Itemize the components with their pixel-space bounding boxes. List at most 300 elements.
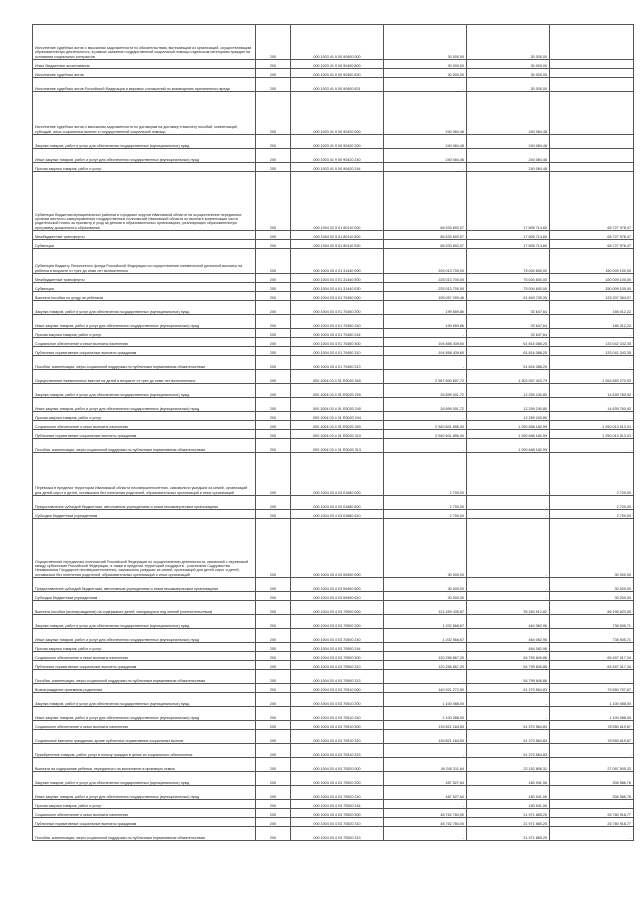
- unexecuted-amount-cell: [550, 69, 634, 78]
- expense-name-cell: Публичные нормативные социальные выплаты гражданам: [33, 430, 256, 439]
- approved-amount-cell: 1 100 088,00: [384, 707, 467, 721]
- line-code-cell: 200: [256, 384, 291, 398]
- approved-amount-cell: -: [384, 800, 467, 809]
- approved-amount-cell: 240 084,48: [384, 135, 467, 149]
- approved-amount-cell: 240 084,48: [384, 92, 467, 135]
- table-row: [33, 338, 634, 347]
- line-code-cell: 200: [256, 730, 291, 744]
- table-row: [33, 744, 634, 758]
- table-row: [33, 274, 634, 283]
- line-code-cell: 200: [256, 301, 291, 315]
- classification-code-cell: 000 1004 03 4 03 70510 000: [291, 684, 384, 693]
- table-row: [33, 430, 634, 439]
- executed-amount-cell: 12 259 240,80: [467, 384, 550, 398]
- expense-name-cell: Приобретение товаров, работ, услуг в пользу граждан в целях их социального обеспечения: [33, 744, 256, 758]
- executed-amount-cell: 61 270 564,83: [467, 684, 550, 693]
- expense-name-cell: Межбюджетные трансферты: [33, 274, 256, 283]
- expense-name-cell: Субвенции: [33, 283, 256, 292]
- classification-code-cell: 000 1004 02 5 01 80110 530: [291, 240, 384, 249]
- unexecuted-amount-cell: 166 012,22: [550, 315, 634, 329]
- executed-amount-cell: 35 263 912,82: [467, 601, 550, 615]
- executed-amount-cell: 180 941,06: [467, 800, 550, 809]
- expense-name-cell: Публичные нормативные социальные выплаты гражданам: [33, 347, 256, 356]
- classification-code-cell: 000 1004 03 4 03 70500 310: [291, 661, 384, 670]
- classification-code-cell: 000 1004 03 4 03 70500 000: [291, 601, 384, 615]
- expense-name-cell: Пособия, компенсации, меры социальной поддержки по публичным нормативным обязательствам: [33, 439, 256, 453]
- table-row: [33, 592, 634, 601]
- executed-amount-cell: 61 816 088,25: [467, 338, 550, 347]
- line-code-cell: 200: [256, 643, 291, 652]
- unexecuted-amount-cell: -: [550, 439, 634, 453]
- approved-amount-cell: 2 700,00: [384, 453, 467, 496]
- classification-code-cell: 000 1004 03 4 03 70520 000: [291, 758, 384, 772]
- unexecuted-amount-cell: -: [550, 670, 634, 684]
- executed-amount-cell: 1 290 688 182,99: [467, 430, 550, 439]
- executed-amount-cell: 180 941,06: [467, 772, 550, 786]
- approved-amount-cell: 2 540 601 896,00: [384, 430, 467, 439]
- unexecuted-amount-cell: 65 457 017,34: [550, 652, 634, 661]
- executed-amount-cell: 464 062,96: [467, 629, 550, 643]
- expense-name-cell: Субвенции: [33, 240, 256, 249]
- unexecuted-amount-cell: -: [550, 412, 634, 421]
- executed-amount-cell: 12 259 240,80: [467, 412, 550, 421]
- table-row: [33, 231, 634, 240]
- line-code-cell: 200: [256, 652, 291, 661]
- executed-amount-cell: 61 270 564,83: [467, 744, 550, 758]
- unexecuted-amount-cell: 150 009 100,00: [550, 274, 634, 283]
- unexecuted-amount-cell: 1 100 088,00: [550, 707, 634, 721]
- line-code-cell: 200: [256, 592, 291, 601]
- table-row: [33, 283, 634, 292]
- table-row: [33, 356, 634, 370]
- classification-code-cell: 000 1004 03 4 01 70450 310: [291, 347, 384, 356]
- expense-name-cell: Закупка товаров, работ и услуг для обеспечения государственных (муниципальных) нужд: [33, 693, 256, 707]
- line-code-cell: 200: [256, 69, 291, 78]
- table-row: [33, 315, 634, 329]
- expense-name-cell: Иные закупки товаров, работ и услуг для обеспечения государственных (муниципальных) нужд: [33, 315, 256, 329]
- table-row: [33, 421, 634, 430]
- classification-code-cell: 000 1003 41 9 00 90400 830: [291, 69, 384, 78]
- expense-name-cell: Осуществление переданных полномочий Российской Федерации по осуществлению деятельности, связанной с перевозкой между субъектами Российской Федерации, а также в пределах территорий государств - участников Содружества Независимых Государств несовершеннолетних, самовольно ушедших из семей, организаций для детей-сирот и детей, оставшихся без попечения родителей, образовательных организаций и иных организаций: [33, 519, 256, 578]
- classification-code-cell: 000 1004 03 4 01 31440 500: [291, 274, 384, 283]
- expense-name-cell: Прочая закупка товаров, работ и услуг: [33, 412, 256, 421]
- classification-code-cell: 000 1003 41 9 00 90420 000: [291, 92, 384, 135]
- unexecuted-amount-cell: 65 457 017,34: [550, 661, 634, 670]
- classification-code-cell: 000 1004 03 4 01 70450 240: [291, 315, 384, 329]
- unexecuted-amount-cell: 26 780 918,77: [550, 809, 634, 818]
- executed-amount-cell: 30 000,00: [467, 25, 550, 60]
- expense-name-cell: Вознаграждение приемным родителям: [33, 684, 256, 693]
- unexecuted-amount-cell: 26 780 918,77: [550, 818, 634, 827]
- unexecuted-amount-cell: 166 012,22: [550, 301, 634, 315]
- classification-code-cell: 000 1004 03 4 03 70520 200: [291, 772, 384, 786]
- classification-code-cell: 000 1004 03 4 03 70520 244: [291, 800, 384, 809]
- table-row: [33, 615, 634, 629]
- approved-amount-cell: 194 858 439,60: [384, 347, 467, 356]
- classification-code-cell: 000 1004 03 4 03 70520 310: [291, 818, 384, 827]
- classification-code-cell: 000 1004 02 5 01 80110 000: [291, 172, 384, 231]
- table-row: [33, 370, 634, 384]
- approved-amount-cell: 194 858 439,60: [384, 338, 467, 347]
- classification-code-cell: 000 1004 03 4 03 70510 300: [291, 721, 384, 730]
- approved-amount-cell: 139 821 184,50: [384, 721, 467, 730]
- classification-code-cell: 000 1004 03 4 03 70500 244: [291, 643, 384, 652]
- expense-name-cell: Пособия, компенсации, меры социальной поддержки по публичным нормативным обязательствам: [33, 670, 256, 684]
- unexecuted-amount-cell: 1 264 653 273,93: [550, 370, 634, 384]
- expense-name-cell: Социальное обеспечение и иные выплаты населению: [33, 421, 256, 430]
- executed-amount-cell: 21 971 865,25: [467, 818, 550, 827]
- expense-name-cell: Исполнение судебных актов о взыскании задолженности по договорам на доставку и выплату пособий, компенсаций, субсидий, иных социальных выплат к государственной социальной помощи: [33, 92, 256, 135]
- approved-amount-cell: 26 899 001,72: [384, 384, 467, 398]
- line-code-cell: 200: [256, 693, 291, 707]
- table-row: [33, 670, 634, 684]
- line-code-cell: 200: [256, 356, 291, 370]
- approved-amount-cell: 1 100 088,00: [384, 693, 467, 707]
- approved-amount-cell: -: [384, 78, 467, 92]
- unexecuted-amount-cell: 27 087 505,33: [550, 758, 634, 772]
- classification-code-cell: 000 1004 03 4 01 R3020 310: [291, 430, 384, 439]
- table-row: [33, 693, 634, 707]
- expense-name-cell: Прочая закупка товаров, работ и услуг: [33, 643, 256, 652]
- approved-amount-cell: 2 700,00: [384, 510, 467, 519]
- approved-amount-cell: 86 533 693,07: [384, 231, 467, 240]
- table-row: [33, 578, 634, 592]
- classification-code-cell: 000 1004 03 4 01 R3020 244: [291, 412, 384, 421]
- table-row: [33, 25, 634, 60]
- unexecuted-amount-cell: 78 550 619,67: [550, 721, 634, 730]
- executed-amount-cell: 61 849 735,39: [467, 292, 550, 301]
- line-code-cell: 200: [256, 439, 291, 453]
- unexecuted-amount-cell: [550, 135, 634, 149]
- executed-amount-cell: 30 000,00: [467, 78, 550, 92]
- budget-execution-table: [32, 24, 634, 841]
- line-code-cell: 200: [256, 430, 291, 439]
- approved-amount-cell: 199 659,86: [384, 301, 467, 315]
- approved-amount-cell: 240 084,48: [384, 149, 467, 163]
- executed-amount-cell: -: [467, 496, 550, 510]
- classification-code-cell: 000 1004 03 4 03 59400 600: [291, 578, 384, 592]
- classification-code-cell: 000 1004 03 4 03 70520 240: [291, 786, 384, 800]
- expense-name-cell: Иные закупки товаров, работ и услуг для обеспечения государственных (муниципальных) нужд: [33, 786, 256, 800]
- line-code-cell: 200: [256, 172, 291, 231]
- unexecuted-amount-cell: [550, 60, 634, 69]
- expense-name-cell: Исполнение судебных актов Российской Федерации и мировых соглашений по возмещению причиненного вреда: [33, 78, 256, 92]
- line-code-cell: 200: [256, 578, 291, 592]
- table-row: [33, 92, 634, 135]
- approved-amount-cell: 49 240 311,64: [384, 758, 467, 772]
- executed-amount-cell: 33 647,64: [467, 329, 550, 338]
- table-row: [33, 292, 634, 301]
- line-code-cell: 200: [256, 496, 291, 510]
- line-code-cell: 200: [256, 370, 291, 384]
- approved-amount-cell: 48 752 784,00: [384, 809, 467, 818]
- executed-amount-cell: 61 816 088,25: [467, 347, 550, 356]
- executed-amount-cell: 240 084,48: [467, 92, 550, 135]
- classification-code-cell: 000 1004 03 4 01 R3020 000: [291, 370, 384, 384]
- expense-name-cell: Исполнение судебных актов: [33, 69, 256, 78]
- line-code-cell: 200: [256, 240, 291, 249]
- approved-amount-cell: 121 459 435,87: [384, 601, 467, 615]
- line-code-cell: 200: [256, 772, 291, 786]
- expense-name-cell: Закупка товаров, работ и услуг для обеспечения государственных (муниципальных) нужд: [33, 772, 256, 786]
- table-row: [33, 519, 634, 578]
- approved-amount-cell: -: [384, 670, 467, 684]
- classification-code-cell: 000 1004 03 4 01 70450 000: [291, 292, 384, 301]
- classification-code-cell: 000 1004 03 4 03 70500 200: [291, 615, 384, 629]
- table-row: [33, 721, 634, 730]
- executed-amount-cell: -: [467, 707, 550, 721]
- expense-name-cell: Выплата пособия по уходу за ребенком: [33, 292, 256, 301]
- unexecuted-amount-cell: 738 505,71: [550, 615, 634, 629]
- unexecuted-amount-cell: 2 700,00: [550, 496, 634, 510]
- unexecuted-amount-cell: 150 009 100,00: [550, 249, 634, 274]
- classification-code-cell: 000 1004 03 4 03 70510 240: [291, 707, 384, 721]
- line-code-cell: 200: [256, 510, 291, 519]
- line-code-cell: 200: [256, 818, 291, 827]
- unexecuted-amount-cell: -: [550, 356, 634, 370]
- approved-amount-cell: -: [384, 329, 467, 338]
- table-row: [33, 652, 634, 661]
- line-code-cell: 200: [256, 274, 291, 283]
- table-row: [33, 453, 634, 496]
- expense-name-cell: Субсидии бюджетным учреждениям: [33, 592, 256, 601]
- approved-amount-cell: 30 000,00: [384, 60, 467, 69]
- table-row: [33, 60, 634, 69]
- unexecuted-amount-cell: 14 639 760,92: [550, 398, 634, 412]
- line-code-cell: 200: [256, 249, 291, 274]
- approved-amount-cell: 120 256 867,20: [384, 652, 467, 661]
- approved-amount-cell: 2 700,00: [384, 496, 467, 510]
- line-code-cell: 200: [256, 786, 291, 800]
- expense-name-cell: Иные закупки товаров, работ и услуг для обеспечения государственных (муниципальных) нужд: [33, 629, 256, 643]
- expense-name-cell: Социальное обеспечение и иные выплаты населению: [33, 338, 256, 347]
- expense-name-cell: Закупка товаров, работ и услуг для обеспечения государственных (муниципальных) нужд: [33, 615, 256, 629]
- executed-amount-cell: 21 971 865,25: [467, 809, 550, 818]
- unexecuted-amount-cell: 86 195 523,05: [550, 601, 634, 615]
- classification-code-cell: 000 1004 03 4 01 R3020 200: [291, 384, 384, 398]
- expense-name-cell: Социальное обеспечение и иные выплаты населению: [33, 721, 256, 730]
- table-row: [33, 800, 634, 809]
- classification-code-cell: 000 1004 03 4 03 70500 300: [291, 652, 384, 661]
- approved-amount-cell: 199 659,86: [384, 315, 467, 329]
- classification-code-cell: 000 1003 41 9 00 90400 831: [291, 78, 384, 92]
- classification-code-cell: 000 1004 03 4 01 31440 000: [291, 249, 384, 274]
- approved-amount-cell: 26 899 001,72: [384, 398, 467, 412]
- classification-code-cell: 000 1003 41 9 00 90400 000: [291, 25, 384, 60]
- line-code-cell: 200: [256, 615, 291, 629]
- table-row: [33, 384, 634, 398]
- table-row: [33, 809, 634, 818]
- classification-code-cell: 000 1004 03 4 01 70450 300: [291, 338, 384, 347]
- executed-amount-cell: 54 799 849,86: [467, 661, 550, 670]
- approved-amount-cell: 139 821 184,50: [384, 730, 467, 744]
- executed-amount-cell: 54 799 849,86: [467, 652, 550, 661]
- unexecuted-amount-cell: 2 700,00: [550, 510, 634, 519]
- approved-amount-cell: -: [384, 356, 467, 370]
- table-row: [33, 69, 634, 78]
- executed-amount-cell: 61 816 088,25: [467, 356, 550, 370]
- unexecuted-amount-cell: 68 727 978,47: [550, 172, 634, 231]
- line-code-cell: 200: [256, 149, 291, 163]
- classification-code-cell: 000 1004 03 4 03 70500 313: [291, 670, 384, 684]
- approved-amount-cell: 225 013 700,00: [384, 249, 467, 274]
- unexecuted-amount-cell: 68 727 978,47: [550, 231, 634, 240]
- approved-amount-cell: 30 000,00: [384, 578, 467, 592]
- expense-name-cell: Межбюджетные трансферты: [33, 231, 256, 240]
- unexecuted-amount-cell: [550, 78, 634, 92]
- line-code-cell: 200: [256, 398, 291, 412]
- line-code-cell: 200: [256, 338, 291, 347]
- unexecuted-amount-cell: [550, 149, 634, 163]
- line-code-cell: 200: [256, 347, 291, 356]
- classification-code-cell: 000 1004 03 4 03 01680 600: [291, 496, 384, 510]
- line-code-cell: 200: [256, 707, 291, 721]
- executed-amount-cell: 1 290 688 182,99: [467, 439, 550, 453]
- unexecuted-amount-cell: 2 700,00: [550, 453, 634, 496]
- classification-code-cell: 000 1004 03 4 03 70520 300: [291, 809, 384, 818]
- expense-name-cell: Предоставление субсидий бюджетным, автономным учреждениям и иным некоммерческим организациям: [33, 496, 256, 510]
- approved-amount-cell: 487 527,64: [384, 772, 467, 786]
- classification-code-cell: 000 1004 03 4 03 70510 320: [291, 730, 384, 744]
- classification-code-cell: 000 1004 02 5 01 80110 500: [291, 231, 384, 240]
- line-code-cell: 200: [256, 329, 291, 338]
- table-row: [33, 684, 634, 693]
- executed-amount-cell: -: [467, 592, 550, 601]
- approved-amount-cell: -: [384, 439, 467, 453]
- approved-amount-cell: 140 921 272,50: [384, 684, 467, 693]
- line-code-cell: 200: [256, 421, 291, 430]
- executed-amount-cell: 17 805 714,60: [467, 172, 550, 231]
- table-row: [33, 786, 634, 800]
- line-code-cell: 200: [256, 315, 291, 329]
- table-row: [33, 172, 634, 231]
- classification-code-cell: 000 1004 03 4 01 31440 530: [291, 283, 384, 292]
- approved-amount-cell: -: [384, 744, 467, 758]
- line-code-cell: 200: [256, 827, 291, 841]
- classification-code-cell: 000 1004 03 4 01 R3020 300: [291, 421, 384, 430]
- classification-code-cell: 000 1004 03 4 03 59400 000: [291, 519, 384, 578]
- unexecuted-amount-cell: -: [550, 827, 634, 841]
- classification-code-cell: 000 1004 03 4 01 70450 244: [291, 329, 384, 338]
- expense-name-cell: Субвенции бюджетам муниципальных районов и городских округов Ивановской области на осуществление переданных органам местного самоуправления государственных полномочий Ивановской области по выплате компенсации части родительской платы за присмотр и уход за детьми в образовательных организациях, реализующих образовательную программу дошкольного образования: [33, 172, 256, 231]
- line-code-cell: 200: [256, 800, 291, 809]
- approved-amount-cell: 487 527,64: [384, 786, 467, 800]
- executed-amount-cell: 33 647,64: [467, 301, 550, 315]
- table-row: [33, 149, 634, 163]
- table-row: [33, 818, 634, 827]
- approved-amount-cell: 30 000,00: [384, 25, 467, 60]
- executed-amount-cell: 17 805 714,60: [467, 231, 550, 240]
- classification-code-cell: 000 1004 03 4 01 70450 200: [291, 301, 384, 315]
- line-code-cell: 200: [256, 92, 291, 135]
- unexecuted-amount-cell: 150 009 100,00: [550, 283, 634, 292]
- expense-name-cell: Публичные нормативные социальные выплаты гражданам: [33, 818, 256, 827]
- executed-amount-cell: -: [467, 519, 550, 578]
- table-row: [33, 301, 634, 315]
- classification-code-cell: 000 1004 03 4 03 70510 323: [291, 744, 384, 758]
- expense-name-cell: Иные закупки товаров, работ и услуг для обеспечения государственных (муниципальных) нужд: [33, 398, 256, 412]
- table-row: [33, 135, 634, 149]
- executed-amount-cell: -: [467, 510, 550, 519]
- executed-amount-cell: 33 647,64: [467, 315, 550, 329]
- unexecuted-amount-cell: 1 100 088,00: [550, 693, 634, 707]
- approved-amount-cell: 30 000,00: [384, 69, 467, 78]
- classification-code-cell: 000 1004 03 4 01 R3020 240: [291, 398, 384, 412]
- unexecuted-amount-cell: 30 000,00: [550, 578, 634, 592]
- unexecuted-amount-cell: 306 586,78: [550, 772, 634, 786]
- table-row: [33, 730, 634, 744]
- approved-amount-cell: 1 202 568,67: [384, 629, 467, 643]
- expense-name-cell: Социальные выплаты гражданам, кроме публичных нормативных социальных выплат: [33, 730, 256, 744]
- expense-name-cell: Исполнение судебных актов о взыскании задолженности по обязательствам, вытекающим из организаций, осуществляющим образовательную деятельность, в рамках оказания государственной социальной помощи отдельным категориям граждан на основании социальных контрактов: [33, 25, 256, 60]
- expense-name-cell: Иные закупки товаров, работ и услуг для обеспечения государственных (муниципальных) нужд: [33, 149, 256, 163]
- expense-name-cell: Публичные нормативные социальные выплаты гражданам: [33, 661, 256, 670]
- executed-amount-cell: -: [467, 453, 550, 496]
- classification-code-cell: 000 1004 03 4 01 R3020 313: [291, 439, 384, 453]
- line-code-cell: 200: [256, 60, 291, 69]
- approved-amount-cell: 48 752 784,00: [384, 818, 467, 827]
- executed-amount-cell: 61 270 564,83: [467, 730, 550, 744]
- line-code-cell: 200: [256, 629, 291, 643]
- classification-code-cell: 000 1003 41 9 00 90420 240: [291, 149, 384, 163]
- approved-amount-cell: 30 000,00: [384, 592, 467, 601]
- table-row: [33, 163, 634, 172]
- classification-code-cell: 000 1003 41 9 00 90420 244: [291, 163, 384, 172]
- approved-amount-cell: 86 533 693,07: [384, 240, 467, 249]
- executed-amount-cell: 75 004 600,00: [467, 283, 550, 292]
- table-row: [33, 643, 634, 652]
- table-row: [33, 601, 634, 615]
- expense-name-cell: Иные закупки товаров, работ и услуг для обеспечения государственных (муниципальных) нужд: [33, 707, 256, 721]
- expense-name-cell: Социальное обеспечение и иные выплаты населению: [33, 809, 256, 818]
- executed-amount-cell: 240 084,48: [467, 135, 550, 149]
- executed-amount-cell: 464 062,96: [467, 643, 550, 652]
- executed-amount-cell: 30 000,00: [467, 69, 550, 78]
- executed-amount-cell: -: [467, 693, 550, 707]
- executed-amount-cell: 22 152 806,31: [467, 758, 550, 772]
- executed-amount-cell: 75 004 600,00: [467, 249, 550, 274]
- approved-amount-cell: 225 013 700,00: [384, 283, 467, 292]
- table-row: [33, 510, 634, 519]
- unexecuted-amount-cell: 133 207 364,07: [550, 292, 634, 301]
- unexecuted-amount-cell: -: [550, 329, 634, 338]
- executed-amount-cell: 75 004 600,00: [467, 274, 550, 283]
- expense-name-cell: Закупка товаров, работ и услуг для обеспечения государственных (муниципальных) нужд: [33, 301, 256, 315]
- executed-amount-cell: 180 941,06: [467, 786, 550, 800]
- unexecuted-amount-cell: -: [550, 744, 634, 758]
- expense-name-cell: Осуществление ежемесячных выплат на детей в возрасте от трех до семи лет включительно: [33, 370, 256, 384]
- approved-amount-cell: -: [384, 827, 467, 841]
- expense-name-cell: Социальное обеспечение и иные выплаты населению: [33, 652, 256, 661]
- unexecuted-amount-cell: 30 000,00: [550, 519, 634, 578]
- approved-amount-cell: 1 202 568,67: [384, 615, 467, 629]
- approved-amount-cell: 120 256 867,20: [384, 661, 467, 670]
- classification-code-cell: 000 1004 03 4 03 70500 240: [291, 629, 384, 643]
- executed-amount-cell: 240 084,48: [467, 149, 550, 163]
- line-code-cell: 200: [256, 453, 291, 496]
- line-code-cell: 200: [256, 135, 291, 149]
- unexecuted-amount-cell: 133 042 342,35: [550, 338, 634, 347]
- approved-amount-cell: 225 013 700,00: [384, 274, 467, 283]
- classification-code-cell: 000 1004 03 4 03 01680 000: [291, 453, 384, 496]
- expense-name-cell: Прочая закупка товаров, работ и услуг: [33, 329, 256, 338]
- executed-amount-cell: 30 000,00: [467, 60, 550, 69]
- expense-name-cell: Предоставление субсидий бюджетным, автономным учреждениям и иным некоммерческим организациям: [33, 578, 256, 592]
- unexecuted-amount-cell: 30 000,00: [550, 592, 634, 601]
- classification-code-cell: 000 1004 03 4 03 01680 610: [291, 510, 384, 519]
- unexecuted-amount-cell: 14 639 760,92: [550, 384, 634, 398]
- line-code-cell: 200: [256, 283, 291, 292]
